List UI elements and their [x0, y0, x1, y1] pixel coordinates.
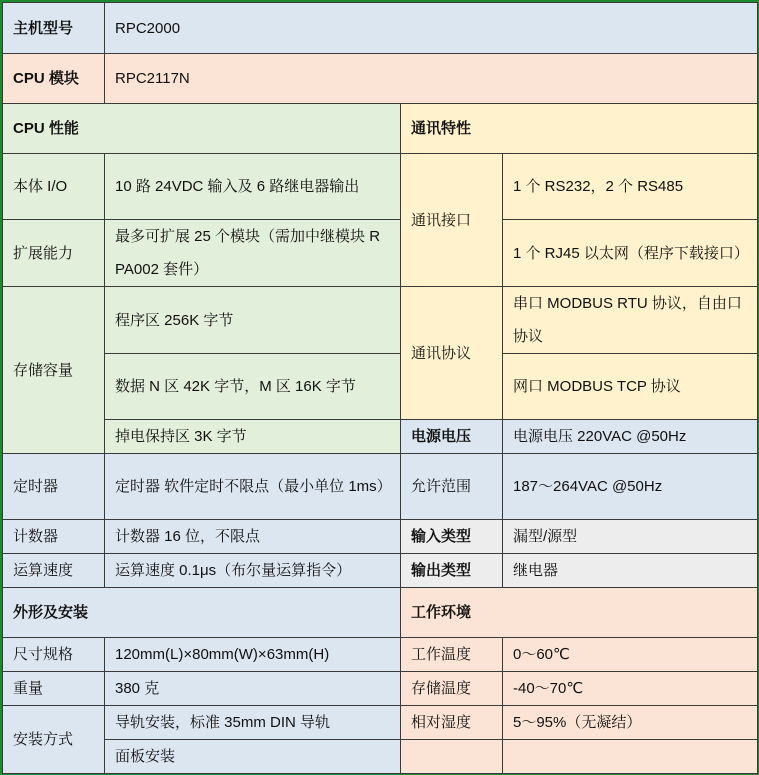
counter-label: 计数器 — [3, 520, 105, 554]
humidity-label: 相对湿度 — [401, 706, 503, 740]
install-value-2: 面板安装 — [105, 740, 401, 774]
storage-temp-value: -40～70℃ — [503, 672, 758, 706]
speed-value: 运算速度 0.1μs（布尔量运算指令） — [105, 554, 401, 588]
power-voltage-value: 电源电压 220VAC @50Hz — [503, 420, 758, 454]
cpu-module-label: CPU 模块 — [3, 54, 105, 104]
weight-label: 重量 — [3, 672, 105, 706]
comm-protocol-value-1: 串口 MODBUS RTU 协议，自由口协议 — [503, 287, 758, 354]
allowed-range-value: 187～264VAC @50Hz — [503, 454, 758, 520]
expansion-value: 最多可扩展 25 个模块（需加中继模块 RPA002 套件） — [105, 220, 401, 287]
table-row-weight — [3, 672, 758, 706]
timer-label: 定时器 — [3, 454, 105, 520]
table-row-host — [3, 3, 758, 54]
host-model-value: RPC2000 — [105, 3, 758, 54]
power-voltage-label: 电源电压 — [401, 420, 503, 454]
table-row-install-1 — [3, 706, 758, 740]
size-value: 120mm(L)×80mm(W)×63mm(H) — [105, 638, 401, 672]
input-type-label: 输入类型 — [401, 520, 503, 554]
comm-interface-value-2: 1 个 RJ45 以太网（程序下载接口） — [503, 220, 758, 287]
weight-value: 380 克 — [105, 672, 401, 706]
storage-temp-label: 存储温度 — [401, 672, 503, 706]
section-communication: 通讯特性 — [401, 104, 758, 154]
table-row-section-headers-2 — [3, 588, 758, 638]
table-row-install-2 — [3, 740, 758, 774]
table-row-expansion — [3, 220, 758, 287]
storage-data-value: 数据 N 区 42K 字节，M 区 16K 字节 — [105, 354, 401, 420]
table-row-cpu-module — [3, 54, 758, 104]
comm-interface-value-1: 1 个 RS232，2 个 RS485 — [503, 154, 758, 220]
table-row-size — [3, 638, 758, 672]
counter-value: 计数器 16 位，不限点 — [105, 520, 401, 554]
allowed-range-label: 允许范围 — [401, 454, 503, 520]
cpu-module-value: RPC2117N — [105, 54, 758, 104]
table-row-storage-program — [3, 287, 758, 354]
storage-program-value: 程序区 256K 字节 — [105, 287, 401, 354]
speed-label: 运算速度 — [3, 554, 105, 588]
comm-interface-label: 通讯接口 — [401, 154, 503, 287]
table-row-speed — [3, 554, 758, 588]
section-form-installation: 外形及安装 — [3, 588, 401, 638]
empty-cell-value — [503, 740, 758, 774]
spec-table — [2, 2, 758, 774]
size-label: 尺寸规格 — [3, 638, 105, 672]
output-type-value: 继电器 — [503, 554, 758, 588]
input-type-value: 漏型/源型 — [503, 520, 758, 554]
table-row-counter — [3, 520, 758, 554]
comm-protocol-value-2: 网口 MODBUS TCP 协议 — [503, 354, 758, 420]
table-row-storage-retain — [3, 420, 758, 454]
output-type-label: 输出类型 — [401, 554, 503, 588]
host-model-label: 主机型号 — [3, 3, 105, 54]
work-temp-label: 工作温度 — [401, 638, 503, 672]
io-label: 本体 I/O — [3, 154, 105, 220]
section-working-environment: 工作环境 — [401, 588, 758, 638]
comm-protocol-label: 通讯协议 — [401, 287, 503, 420]
install-value-1: 导轨安装，标准 35mm DIN 导轨 — [105, 706, 401, 740]
section-cpu-performance: CPU 性能 — [3, 104, 401, 154]
expansion-label: 扩展能力 — [3, 220, 105, 287]
storage-label: 存储容量 — [3, 287, 105, 454]
work-temp-value: 0～60℃ — [503, 638, 758, 672]
empty-cell-label — [401, 740, 503, 774]
storage-retain-value: 掉电保持区 3K 字节 — [105, 420, 401, 454]
table-row-timer — [3, 454, 758, 520]
table-row-storage-data — [3, 354, 758, 420]
install-label: 安装方式 — [3, 706, 105, 774]
timer-value: 定时器 软件定时不限点（最小单位 1ms） — [105, 454, 401, 520]
table-row-io — [3, 154, 758, 220]
io-value: 10 路 24VDC 输入及 6 路继电器输出 — [105, 154, 401, 220]
table-row-section-headers-1 — [3, 104, 758, 154]
humidity-value: 5～95%（无凝结） — [503, 706, 758, 740]
